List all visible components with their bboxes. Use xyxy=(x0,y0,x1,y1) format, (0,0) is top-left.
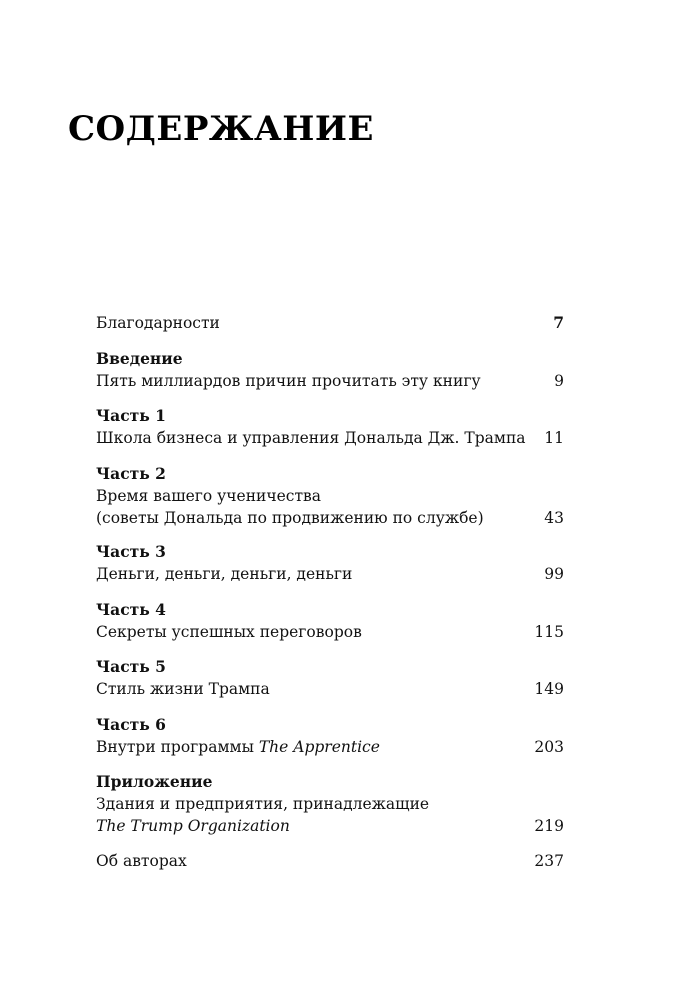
toc-entry-heading: Приложение xyxy=(96,772,213,791)
page-title: СОДЕРЖАНИЕ xyxy=(68,109,374,149)
toc-entry-part5[interactable] xyxy=(96,656,564,700)
toc-entry-title-prefix: Внутри программы xyxy=(96,738,259,756)
toc-entry-title-line2: The Trump Organization xyxy=(96,817,290,835)
toc-entry-page: 7 xyxy=(553,313,564,332)
toc-entry-page: 9 xyxy=(554,372,564,390)
toc-entry-title xyxy=(96,736,380,758)
toc-entry-title: Деньги, деньги, деньги, деньги xyxy=(96,565,353,583)
toc-entry-title: Секреты успешных переговоров xyxy=(96,623,362,641)
toc-entry-part2[interactable] xyxy=(96,463,564,529)
toc-entry-heading: Часть 1 xyxy=(96,406,166,425)
toc-entry-title-italic: The Apprentice xyxy=(258,738,380,756)
toc-entry-page: 237 xyxy=(534,852,564,870)
toc-entry-intro[interactable] xyxy=(96,348,564,392)
toc-entry-page: 11 xyxy=(544,429,564,447)
toc-entry-title: Пять миллиардов причин прочитать эту книгу xyxy=(96,372,481,390)
toc-entry-title-line1: Время вашего ученичества xyxy=(96,487,322,505)
toc-entry-part6[interactable] xyxy=(96,714,564,758)
toc-entry-page: 43 xyxy=(544,509,564,527)
toc-entry-heading: Часть 5 xyxy=(96,657,166,676)
toc-entry-part3[interactable] xyxy=(96,541,564,585)
toc-entry-title: Об авторах xyxy=(96,852,187,870)
toc-entry-heading: Часть 4 xyxy=(96,600,166,619)
toc-entry-page: 203 xyxy=(534,738,564,756)
toc-entry-heading: Введение xyxy=(96,349,183,368)
toc-entry-part1[interactable] xyxy=(96,405,564,449)
toc-entry-title: Благодарности xyxy=(96,314,220,332)
toc-entry-page: 149 xyxy=(534,680,564,698)
toc-entry-authors[interactable] xyxy=(96,850,564,872)
toc-entry-title-line1: Здания и предприятия, принадлежащие xyxy=(96,795,430,813)
toc-entry-heading: Часть 3 xyxy=(96,542,166,561)
toc-entry-page: 219 xyxy=(534,817,564,835)
toc-entry-heading: Часть 6 xyxy=(96,715,166,734)
toc-entry-title: Стиль жизни Трампа xyxy=(96,680,270,698)
toc-entry-title-line2: (советы Дональда по продвижению по службе) xyxy=(96,509,484,527)
toc-entry-part4[interactable] xyxy=(96,599,564,643)
toc-entry-appendix[interactable] xyxy=(96,771,564,837)
toc-entry-heading: Часть 2 xyxy=(96,464,166,483)
toc-entry-page: 99 xyxy=(544,565,564,583)
toc-entry-title: Школа бизнеса и управления Дональда Дж. Трампа xyxy=(96,429,526,447)
toc-entry-page: 115 xyxy=(534,623,564,641)
toc-entry-acknowledgments[interactable] xyxy=(96,312,564,334)
